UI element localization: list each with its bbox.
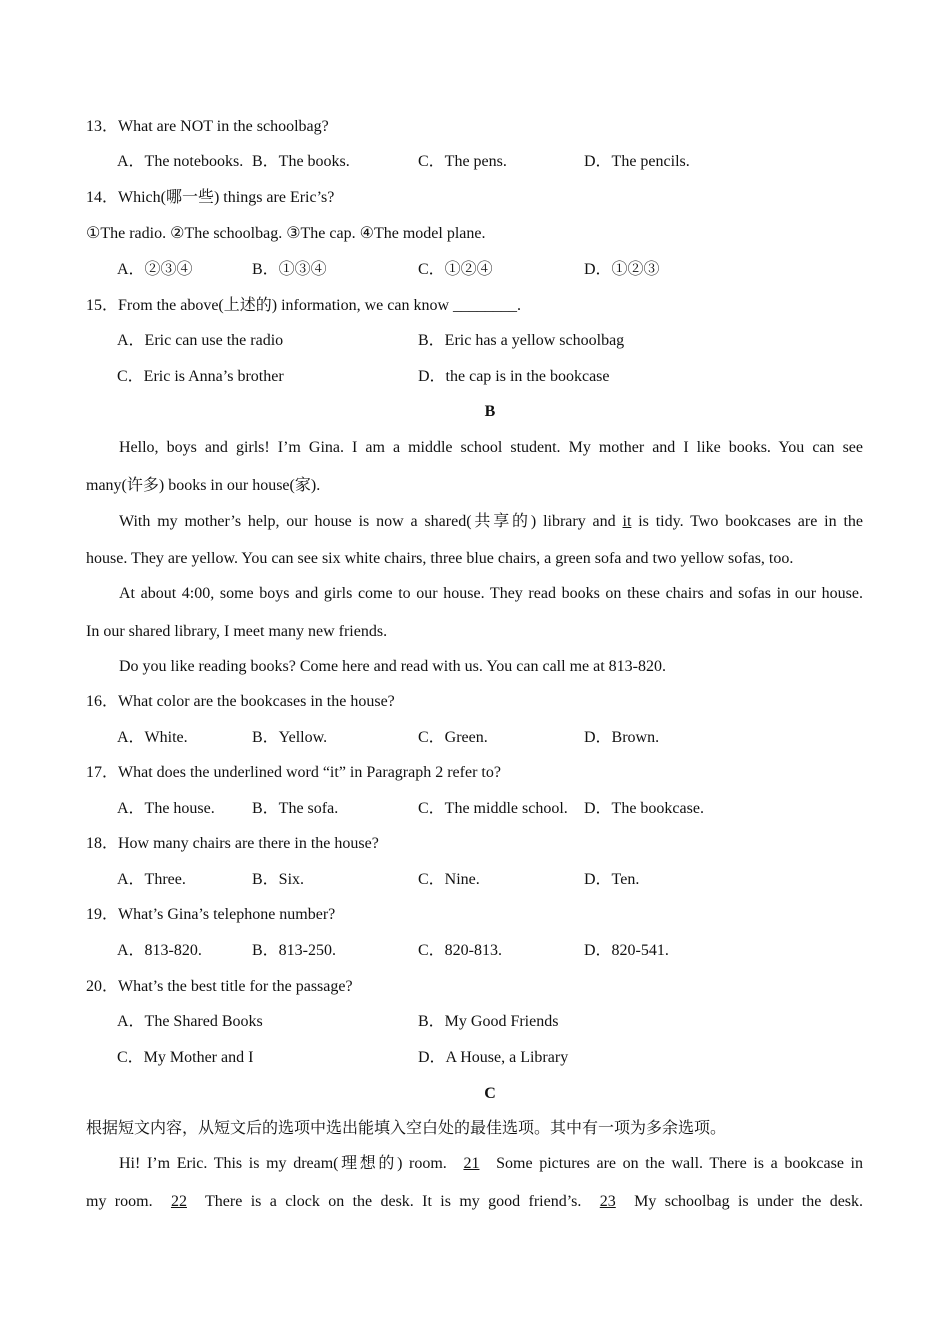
question-text: 14．Which(哪一些) things are Eric’s? — [86, 189, 335, 206]
section-b-title-line — [0, 400, 950, 424]
question-text: 16．What color are the bookcases in the house? — [86, 693, 395, 710]
section-title: B — [484, 403, 496, 420]
passage-b-p2-line1 — [0, 510, 950, 534]
q15-options-row1 — [0, 329, 950, 353]
section-c-instruction-line — [0, 1117, 950, 1141]
option-d: D．820-541. — [584, 942, 669, 959]
q17-question-line — [0, 761, 950, 785]
q16-question-line — [0, 690, 950, 714]
option-c: C．My Mother and I — [117, 1049, 254, 1066]
q14-items-line — [0, 222, 950, 246]
option-c: C．The middle school. — [418, 800, 568, 817]
underlined-word-it: it — [622, 513, 632, 530]
question-text: 20．What’s the best title for the passage? — [86, 978, 353, 995]
section-c-title-line — [0, 1082, 950, 1106]
passage-text: My schoolbag is under the desk. — [625, 1193, 864, 1210]
passage-text: Some pictures are on the wall. There is a bookcase in — [489, 1155, 864, 1172]
option-c: C．①②④ — [418, 261, 493, 278]
passage-text: With my mother’s help, our house is now a shared(共享的) library and — [119, 513, 623, 530]
option-a: A．②③④ — [117, 261, 193, 278]
blank-21: 21 — [463, 1155, 480, 1172]
passage-b-p3-line2 — [0, 620, 950, 644]
q17-options — [0, 797, 950, 821]
passage-text-with-blanks — [119, 1152, 863, 1176]
passage-text: is tidy. Two bookcases are in the — [631, 513, 863, 530]
q13-question-line — [0, 115, 950, 139]
question-text: 17．What does the underlined word “it” in Paragraph 2 refer to? — [86, 764, 501, 781]
passage-b-p3-line1 — [0, 582, 950, 606]
passage-b-p4 — [0, 655, 950, 679]
question-text: 13．What are NOT in the schoolbag? — [86, 118, 329, 135]
passage-text-with-underline — [119, 510, 863, 534]
option-a: A．Eric can use the radio — [117, 332, 284, 349]
passage-text: house. They are yellow. You can see six white chairs, three blue chairs, a green sofa and two yellow sofas, too. — [86, 550, 794, 567]
option-d: D．The bookcase. — [584, 800, 704, 817]
option-c: C．820-813. — [418, 942, 503, 959]
question-text: 15．From the above(上述的) information, we can know ________. — [86, 297, 522, 314]
option-b: B．The sofa. — [252, 800, 339, 817]
option-a: A．The Shared Books — [117, 1013, 263, 1030]
option-a: A．The notebooks. — [117, 153, 244, 170]
passage-text: Do you like reading books? Come here and read with us. You can call me at 813-820. — [119, 658, 666, 675]
option-a: A．Three. — [117, 871, 186, 888]
blank-23: 23 — [599, 1193, 616, 1210]
passage-b-p1-line2 — [0, 474, 950, 498]
passage-text: Hi! I’m Eric. This is my dream(理想的) room. — [119, 1155, 454, 1172]
q16-options — [0, 726, 950, 750]
option-d: D．①②③ — [584, 261, 660, 278]
q18-options — [0, 868, 950, 892]
passage-c-line2 — [0, 1190, 950, 1214]
q14-question-line — [0, 186, 950, 210]
option-a: A．813-820. — [117, 942, 202, 959]
q14-items: ①The radio. ②The schoolbag. ③The cap. ④The model plane. — [86, 225, 486, 242]
q15-question-line — [0, 294, 950, 318]
option-b: B．Eric has a yellow schoolbag — [418, 332, 625, 349]
option-b: B．Six. — [252, 871, 305, 888]
option-d: D．A House, a Library — [418, 1049, 569, 1066]
passage-c-line1 — [0, 1152, 950, 1176]
passage-text: Hello, boys and girls! I’m Gina. I am a middle school student. My mother and I like books. You can see — [119, 439, 863, 456]
section-title: C — [484, 1085, 496, 1102]
passage-text: At about 4:00, some boys and girls come to our house. They read books on these chairs and sofas in our house. — [119, 585, 863, 602]
passage-text: many(许多) books in our house(家). — [86, 477, 321, 494]
instruction-text: 根据短文内容，从短文后的选项中选出能填入空白处的最佳选项。其中有一项为多余选项。 — [86, 1120, 727, 1137]
option-d: D．Brown. — [584, 729, 660, 746]
question-text: 19．What’s Gina’s telephone number? — [86, 906, 336, 923]
option-d: D．Ten. — [584, 871, 640, 888]
q13-options — [0, 150, 950, 174]
blank-22: 22 — [170, 1193, 187, 1210]
question-text: 18．How many chairs are there in the house? — [86, 835, 379, 852]
option-a: A．White. — [117, 729, 188, 746]
option-d: D．The pencils. — [584, 153, 690, 170]
q20-options-row2 — [0, 1046, 950, 1070]
option-b: B．Yellow. — [252, 729, 328, 746]
q14-options — [0, 258, 950, 282]
q18-question-line — [0, 832, 950, 856]
option-c: C．Nine. — [418, 871, 480, 888]
q19-question-line — [0, 903, 950, 927]
option-a: A．The house. — [117, 800, 215, 817]
passage-b-p2-line2 — [0, 547, 950, 571]
option-c: C．Green. — [418, 729, 488, 746]
q15-options-row2 — [0, 365, 950, 389]
passage-text: my room. — [86, 1193, 161, 1210]
passage-text: There is a clock on the desk. It is my good friend’s. — [196, 1193, 590, 1210]
option-d: D．the cap is in the bookcase — [418, 368, 610, 385]
option-b: B．The books. — [252, 153, 350, 170]
option-c: C．The pens. — [418, 153, 507, 170]
option-b: B．813-250. — [252, 942, 337, 959]
q20-options-row1 — [0, 1010, 950, 1034]
q20-question-line — [0, 975, 950, 999]
option-b: B．①③④ — [252, 261, 327, 278]
passage-text-with-blanks — [86, 1190, 863, 1214]
option-b: B．My Good Friends — [418, 1013, 559, 1030]
option-c: C．Eric is Anna’s brother — [117, 368, 284, 385]
passage-b-p1-line1 — [0, 436, 950, 460]
q19-options — [0, 939, 950, 963]
passage-text: In our shared library, I meet many new friends. — [86, 623, 388, 640]
